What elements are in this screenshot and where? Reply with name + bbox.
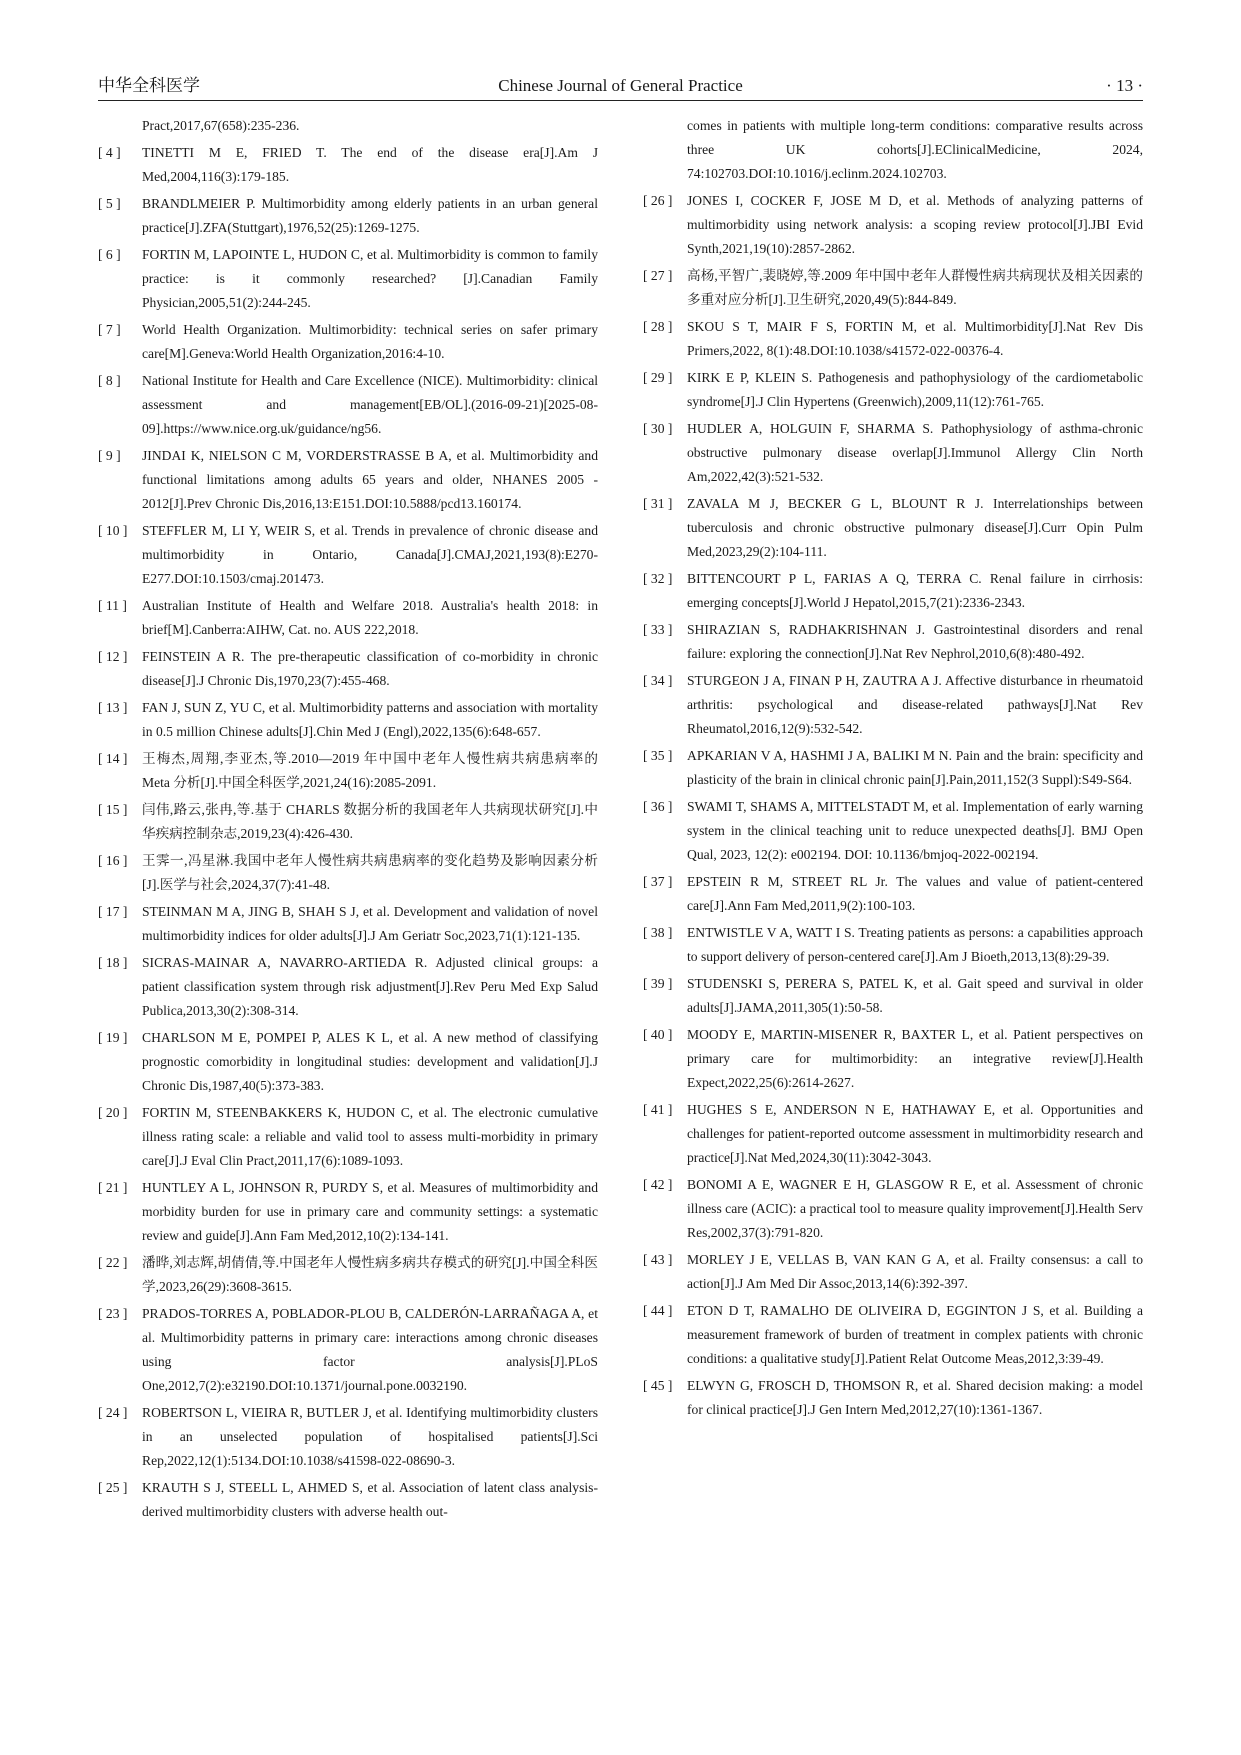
reference-text: 高杨,平智广,裴晓婷,等.2009 年中国中老年人群慢性病共病现状及相关因素的多重对应分析[J].卫生研究,2020,49(5):844-849. bbox=[687, 268, 1143, 307]
reference-text: SHIRAZIAN S, RADHAKRISHNAN J. Gastrointestinal disorders and renal failure: exploring the connection[J].Nat Rev Nephrol,2010,6(8):480-492. bbox=[687, 622, 1143, 661]
reference-item bbox=[643, 417, 1143, 489]
reference-item bbox=[643, 189, 1143, 261]
reference-text: Pract,2017,67(658):235-236. bbox=[142, 118, 300, 133]
reference-item bbox=[643, 870, 1143, 918]
reference-item bbox=[98, 747, 598, 795]
reference-number: [ 44 ] bbox=[643, 1303, 673, 1318]
reference-item bbox=[98, 696, 598, 744]
reference-text: KIRK E P, KLEIN S. Pathogenesis and pathophysiology of the cardiometabolic syndrome[J].J Clin Hypertens (Greenwich),2009,11(12):761-765. bbox=[687, 370, 1143, 409]
reference-item bbox=[643, 1299, 1143, 1371]
reference-number: [ 24 ] bbox=[98, 1405, 128, 1420]
reference-text: FAN J, SUN Z, YU C, et al. Multimorbidity patterns and association with mortality in 0.5 million Chinese adults[J].Chin Med J (Engl),2022,135(6):648-657. bbox=[142, 700, 598, 739]
reference-number: [ 18 ] bbox=[98, 955, 128, 970]
reference-number: [ 33 ] bbox=[643, 622, 673, 637]
reference-number: [ 22 ] bbox=[98, 1255, 128, 1270]
reference-number: [ 4 ] bbox=[98, 145, 121, 160]
reference-text: ETON D T, RAMALHO DE OLIVEIRA D, EGGINTON J S, et al. Building a measurement framework of burden of treatment in complex patients with chronic conditions: a qualitative study[J].Patient Relat Outcome Meas,2012,3:39-49. bbox=[687, 1303, 1143, 1366]
reference-number: [ 31 ] bbox=[643, 496, 673, 511]
reference-number: [ 39 ] bbox=[643, 976, 673, 991]
reference-text: HUGHES S E, ANDERSON N E, HATHAWAY E, et al. Opportunities and challenges for patient-reported outcome assessment in multimorbidity research and practice[J].Nat Med,2024,30(11):3042-3043. bbox=[687, 1102, 1143, 1165]
reference-text: CHARLSON M E, POMPEI P, ALES K L, et al. A new method of classifying prognostic comorbidity in longitudinal studies: development and validation[J].J Chronic Dis,1987,40(5):373-383. bbox=[142, 1030, 598, 1093]
reference-number: [ 41 ] bbox=[643, 1102, 673, 1117]
reference-text: STEINMAN M A, JING B, SHAH S J, et al. Development and validation of novel multimorbidity indices for older adults[J].J Am Geriatr Soc,2023,71(1):121-135. bbox=[142, 904, 598, 943]
reference-item bbox=[98, 1302, 598, 1398]
reference-item bbox=[98, 1101, 598, 1173]
reference-item bbox=[98, 192, 598, 240]
reference-item bbox=[98, 849, 598, 897]
reference-text: MOODY E, MARTIN-MISENER R, BAXTER L, et al. Patient perspectives on primary care for multimorbidity: an integrative review[J].Health Expect,2022,25(6):2614-2627. bbox=[687, 1027, 1143, 1090]
reference-item bbox=[98, 369, 598, 441]
page-number: · 13 · bbox=[1106, 76, 1143, 95]
reference-text: SWAMI T, SHAMS A, MITTELSTADT M, et al. Implementation of early warning system in the clinical teaching unit to reduce unexpected deaths[J]. BMJ Open Qual, 2023, 12(2): e002194. DOI: 10.1136/bmjoq-2022-002194. bbox=[687, 799, 1143, 862]
reference-item bbox=[98, 519, 598, 591]
reference-number: [ 21 ] bbox=[98, 1180, 128, 1195]
reference-text: BONOMI A E, WAGNER E H, GLASGOW R E, et al. Assessment of chronic illness care (ACIC): a practical tool to measure quality improvement[J].Health Serv Res,2002,37(3):791-820. bbox=[687, 1177, 1143, 1240]
reference-text: FORTIN M, STEENBAKKERS K, HUDON C, et al. The electronic cumulative illness rating scale: a reliable and valid tool to assess multi-morbidity in primary care[J].J Eval Clin Pract,2011,17(6):1089-1093. bbox=[142, 1105, 598, 1168]
reference-text: ELWYN G, FROSCH D, THOMSON R, et al. Shared decision making: a model for clinical practice[J].J Gen Intern Med,2012,27(10):1361-1367. bbox=[687, 1378, 1143, 1417]
reference-text: HUNTLEY A L, JOHNSON R, PURDY S, et al. Measures of multimorbidity and morbidity burden for use in primary care and community settings: a systematic review and guide[J].Ann Fam Med,2012,10(2):134-141. bbox=[142, 1180, 598, 1243]
reference-number: [ 45 ] bbox=[643, 1378, 673, 1393]
reference-text: HUDLER A, HOLGUIN F, SHARMA S. Pathophysiology of asthma-chronic obstructive pulmonary disease overlap[J].Immunol Allergy Clin North Am,2022,42(3):521-532. bbox=[687, 421, 1143, 484]
reference-item bbox=[643, 1098, 1143, 1170]
reference-text: 王霁一,冯星淋.我国中老年人慢性病共病患病率的变化趋势及影响因素分析[J].医学与社会,2024,37(7):41-48. bbox=[142, 853, 598, 892]
reference-number: [ 9 ] bbox=[98, 448, 121, 463]
reference-number: [ 7 ] bbox=[98, 322, 121, 337]
reference-item bbox=[643, 972, 1143, 1020]
reference-number: [ 28 ] bbox=[643, 319, 673, 334]
reference-item bbox=[643, 795, 1143, 867]
references-left-column bbox=[98, 114, 598, 1527]
reference-item bbox=[643, 114, 1143, 186]
reference-number: [ 40 ] bbox=[643, 1027, 673, 1042]
reference-item bbox=[643, 315, 1143, 363]
reference-item bbox=[643, 1023, 1143, 1095]
reference-text: National Institute for Health and Care Excellence (NICE). Multimorbidity: clinical assessment and management[EB/OL].(2016-09-21)[2025-08-09].https://www.nice.org.uk/guidance/ng56. bbox=[142, 373, 598, 436]
reference-number: [ 23 ] bbox=[98, 1306, 128, 1321]
reference-item bbox=[643, 492, 1143, 564]
reference-text: JONES I, COCKER F, JOSE M D, et al. Methods of analyzing patterns of multimorbidity using network analysis: a scoping review protocol[J].JBI Evid Synth,2021,19(10):2857-2862. bbox=[687, 193, 1143, 256]
reference-number: [ 15 ] bbox=[98, 802, 128, 817]
reference-text: comes in patients with multiple long-term conditions: comparative results across three UK cohorts[J].EClinicalMedicine, 2024, 74:102703.DOI:10.1016/j.eclinm.2024.102703. bbox=[687, 118, 1143, 181]
reference-text: 闫伟,路云,张冉,等.基于 CHARLS 数据分析的我国老年人共病现状研究[J].中华疾病控制杂志,2019,23(4):426-430. bbox=[142, 802, 598, 841]
page-header bbox=[98, 70, 1143, 101]
reference-item bbox=[643, 1173, 1143, 1245]
reference-number: [ 14 ] bbox=[98, 751, 128, 766]
journal-title-cn: 中华全科医学 bbox=[98, 76, 200, 95]
reference-item bbox=[98, 141, 598, 189]
reference-number: [ 42 ] bbox=[643, 1177, 673, 1192]
reference-item bbox=[643, 366, 1143, 414]
reference-number: [ 5 ] bbox=[98, 196, 121, 211]
reference-number: [ 20 ] bbox=[98, 1105, 128, 1120]
reference-text: BITTENCOURT P L, FARIAS A Q, TERRA C. Renal failure in cirrhosis: emerging concepts[J].World J Hepatol,2015,7(21):2336-2343. bbox=[687, 571, 1143, 610]
reference-text: SKOU S T, MAIR F S, FORTIN M, et al. Multimorbidity[J].Nat Rev Dis Primers,2022, 8(1):48.DOI:10.1038/s41572-022-00376-4. bbox=[687, 319, 1143, 358]
reference-number: [ 35 ] bbox=[643, 748, 673, 763]
reference-number: [ 13 ] bbox=[98, 700, 128, 715]
reference-item bbox=[98, 951, 598, 1023]
reference-text: APKARIAN V A, HASHMI J A, BALIKI M N. Pain and the brain: specificity and plasticity of the brain in clinical chronic pain[J].Pain,2011,152(3 Suppl):S49-S64. bbox=[687, 748, 1143, 787]
reference-item bbox=[98, 318, 598, 366]
reference-text: KRAUTH S J, STEELL L, AHMED S, et al. Association of latent class analysis-derived multimorbidity clusters with adverse health out- bbox=[142, 1480, 598, 1519]
reference-number: [ 8 ] bbox=[98, 373, 121, 388]
reference-item bbox=[98, 594, 598, 642]
reference-text: 潘晔,刘志辉,胡倩倩,等.中国老年人慢性病多病共存模式的研究[J].中国全科医学,2023,26(29):3608-3615. bbox=[142, 1255, 598, 1294]
reference-text: ROBERTSON L, VIEIRA R, BUTLER J, et al. Identifying multimorbidity clusters in an unselected population of hospitalised patients[J].Sci Rep,2022,12(1):5134.DOI:10.1038/s41598-022-08690-3. bbox=[142, 1405, 598, 1468]
references-right-column bbox=[643, 114, 1143, 1425]
reference-number: [ 38 ] bbox=[643, 925, 673, 940]
reference-number: [ 26 ] bbox=[643, 193, 673, 208]
reference-text: FORTIN M, LAPOINTE L, HUDON C, et al. Multimorbidity is common to family practice: is it commonly researched? [J].Canadian Family Physician,2005,51(2):244-245. bbox=[142, 247, 598, 310]
reference-item bbox=[98, 444, 598, 516]
reference-text: ENTWISTLE V A, WATT I S. Treating patients as persons: a capabilities approach to support delivery of person-centered care[J].Am J Bioeth,2013,13(8):29-39. bbox=[687, 925, 1143, 964]
reference-text: Australian Institute of Health and Welfare 2018. Australia's health 2018: in brief[M].Canberra:AIHW, Cat. no. AUS 222,2018. bbox=[142, 598, 598, 637]
reference-item bbox=[98, 114, 598, 138]
reference-item bbox=[98, 798, 598, 846]
reference-text: EPSTEIN R M, STREET RL Jr. The values and value of patient-centered care[J].Ann Fam Med,2011,9(2):100-103. bbox=[687, 874, 1143, 913]
reference-item bbox=[98, 1476, 598, 1524]
reference-item bbox=[643, 567, 1143, 615]
reference-item bbox=[98, 243, 598, 315]
reference-item bbox=[643, 618, 1143, 666]
reference-item bbox=[643, 669, 1143, 741]
reference-text: ZAVALA M J, BECKER G L, BLOUNT R J. Interrelationships between tuberculosis and chronic obstructive pulmonary disease[J].Curr Opin Pulm Med,2023,29(2):104-111. bbox=[687, 496, 1143, 559]
reference-number: [ 32 ] bbox=[643, 571, 673, 586]
reference-number: [ 25 ] bbox=[98, 1480, 128, 1495]
reference-item bbox=[643, 264, 1143, 312]
reference-text: STUDENSKI S, PERERA S, PATEL K, et al. Gait speed and survival in older adults[J].JAMA,2011,305(1):50-58. bbox=[687, 976, 1143, 1015]
reference-text: TINETTI M E, FRIED T. The end of the disease era[J].Am J Med,2004,116(3):179-185. bbox=[142, 145, 598, 184]
reference-text: STURGEON J A, FINAN P H, ZAUTRA A J. Affective disturbance in rheumatoid arthritis: psychological and disease-related pathways[J].Nat Rev Rheumatol,2016,12(9):532-542. bbox=[687, 673, 1143, 736]
reference-item bbox=[643, 1374, 1143, 1422]
reference-text: BRANDLMEIER P. Multimorbidity among elderly patients in an urban general practice[J].ZFA(Stuttgart),1976,52(25):1269-1275. bbox=[142, 196, 598, 235]
reference-number: [ 6 ] bbox=[98, 247, 121, 262]
reference-text: World Health Organization. Multimorbidity: technical series on safer primary care[M].Geneva:World Health Organization,2016:4-10. bbox=[142, 322, 598, 361]
reference-text: FEINSTEIN A R. The pre-therapeutic classification of co-morbidity in chronic disease[J].J Chronic Dis,1970,23(7):455-468. bbox=[142, 649, 598, 688]
reference-item bbox=[643, 744, 1143, 792]
reference-item bbox=[98, 1026, 598, 1098]
reference-text: 王梅杰,周翔,李亚杰,等.2010—2019 年中国中老年人慢性病共病患病率的 Meta 分析[J].中国全科医学,2021,24(16):2085-2091. bbox=[142, 751, 598, 790]
journal-title-en: Chinese Journal of General Practice bbox=[498, 76, 743, 95]
reference-number: [ 34 ] bbox=[643, 673, 673, 688]
reference-number: [ 12 ] bbox=[98, 649, 128, 664]
reference-number: [ 19 ] bbox=[98, 1030, 128, 1045]
reference-number: [ 30 ] bbox=[643, 421, 673, 436]
reference-item bbox=[98, 1251, 598, 1299]
reference-item bbox=[98, 1401, 598, 1473]
reference-text: PRADOS-TORRES A, POBLADOR-PLOU B, CALDERÓN-LARRAÑAGA A, et al. Multimorbidity patterns in primary care: interactions among chronic diseases using factor analysis[J].PLoS One,2012,7(2):e32190.DOI:10.1371/journal.pone.0032190. bbox=[142, 1306, 598, 1393]
reference-number: [ 29 ] bbox=[643, 370, 673, 385]
reference-item bbox=[643, 921, 1143, 969]
reference-number: [ 36 ] bbox=[643, 799, 673, 814]
reference-text: SICRAS-MAINAR A, NAVARRO-ARTIEDA R. Adjusted clinical groups: a patient classification system through risk adjustment[J].Rev Peru Med Exp Salud Publica,2013,30(2):308-314. bbox=[142, 955, 598, 1018]
reference-item bbox=[98, 645, 598, 693]
reference-item bbox=[98, 900, 598, 948]
reference-number: [ 10 ] bbox=[98, 523, 128, 538]
reference-item bbox=[643, 1248, 1143, 1296]
reference-text: MORLEY J E, VELLAS B, VAN KAN G A, et al. Frailty consensus: a call to action[J].J Am Med Dir Assoc,2013,14(6):392-397. bbox=[687, 1252, 1143, 1291]
reference-number: [ 37 ] bbox=[643, 874, 673, 889]
reference-text: STEFFLER M, LI Y, WEIR S, et al. Trends in prevalence of chronic disease and multimorbidity in Ontario, Canada[J].CMAJ,2021,193(8):E270-E277.DOI:10.1503/cmaj.201473. bbox=[142, 523, 598, 586]
reference-item bbox=[98, 1176, 598, 1248]
reference-number: [ 16 ] bbox=[98, 853, 128, 868]
reference-text: JINDAI K, NIELSON C M, VORDERSTRASSE B A, et al. Multimorbidity and functional limitations among adults 65 years and older, NHANES 2005 - 2012[J].Prev Chronic Dis,2016,13:E151.DOI:10.5888/pcd13.160174. bbox=[142, 448, 598, 511]
reference-number: [ 11 ] bbox=[98, 598, 127, 613]
reference-number: [ 43 ] bbox=[643, 1252, 673, 1267]
reference-number: [ 17 ] bbox=[98, 904, 128, 919]
reference-number: [ 27 ] bbox=[643, 268, 673, 283]
